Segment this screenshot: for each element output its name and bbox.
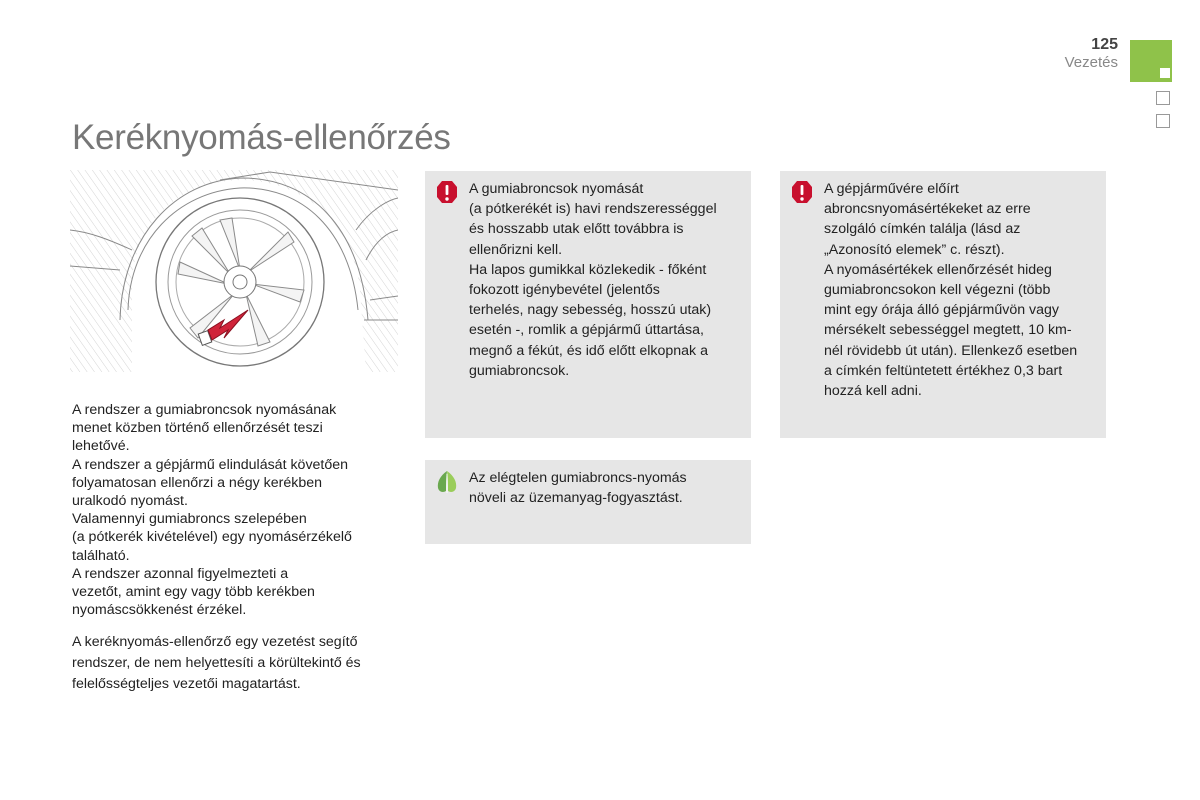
warning-text — [824, 179, 1077, 401]
chapter-tab-box — [1156, 114, 1170, 128]
eco-text — [469, 468, 687, 508]
warning-line: nél rövidebb út után). Ellenkező esetben — [824, 342, 1078, 359]
intro-line: A rendszer azonnal figyelmezteti a — [72, 565, 289, 582]
warning-line: és hosszabb utak előtt továbbra is — [469, 221, 684, 238]
warning-line: (a pótkerékét is) havi rendszerességgel — [469, 201, 717, 218]
warning-line: a címkén feltüntetett értékhez 0,3 bart — [824, 362, 1063, 379]
warning-box-pressure-values — [780, 171, 1106, 438]
warning-line: A nyomásértékek ellenőrzését hideg — [824, 261, 1052, 278]
intro-line: vezetőt, amint egy vagy több kerékben — [72, 584, 315, 601]
intro-line: nyomáscsökkenést érzékel. — [72, 602, 247, 619]
intro-line: uralkodó nyomást. — [72, 493, 188, 510]
warning-line: szolgáló címkén találja (lásd az — [824, 221, 1021, 238]
warning-line: mint egy órája álló gépjárművön vagy — [824, 302, 1060, 319]
warning-line: gumiabroncsok. — [469, 362, 570, 379]
eco-line: Az elégtelen gumiabroncs-nyomás — [469, 470, 687, 486]
intro-line: Valamennyi gumiabroncs szelepében — [72, 511, 307, 528]
warning-text — [469, 179, 717, 381]
warning-line: ellenőrizni kell. — [469, 241, 563, 258]
warning-line: hozzá kell adni. — [824, 383, 922, 400]
warning-line: mérsékelt sebességgel megtett, 10 km- — [824, 322, 1072, 339]
warning-line: megnő a fékút, és idő előtt elkopnak a — [469, 342, 708, 359]
warning-line: fokozott igénybevétel (jelentős — [469, 282, 660, 299]
intro-line: A rendszer a gumiabroncsok nyomásának — [72, 402, 337, 418]
wheel-drawing — [70, 170, 398, 372]
intro-line: menet közben történő ellenőrzését teszi — [72, 420, 323, 437]
warning-line: terhelés, nagy sebesség, hosszú utak) — [469, 302, 712, 319]
warning-line: „Azonosító elemek” c. részt). — [824, 241, 1005, 258]
warning-line: abroncsnyomásértékeket az erre — [824, 201, 1031, 218]
warning-line: gumiabroncsokon kell végezni (több — [824, 282, 1051, 299]
note-line: A keréknyomás-ellenőrző egy vezetést segítő — [72, 634, 358, 650]
eco-leaf-icon — [436, 470, 458, 494]
eco-line: növeli az üzemanyag-fogyasztást. — [469, 490, 683, 507]
intro-line: (a pótkerék kivételével) egy nyomásérzékelő — [72, 529, 352, 546]
warning-line: Ha lapos gumikkal közlekedik - főként — [469, 261, 707, 278]
warning-icon — [791, 180, 813, 204]
intro-paragraph — [72, 401, 392, 619]
warning-line: A gumiabroncsok nyomását — [469, 181, 644, 197]
tire-valve-illustration — [70, 170, 398, 372]
warning-icon — [436, 180, 458, 204]
section-name: Vezetés — [1064, 54, 1118, 71]
intro-line: lehetővé. — [72, 438, 130, 455]
note-line: felelősségteljes vezetői magatartást. — [72, 676, 301, 692]
intro-line: folyamatosan ellenőrzi a négy kerékben — [72, 474, 323, 491]
chapter-tab-box — [1156, 91, 1170, 105]
warning-box-tire-pressure-check — [425, 171, 751, 438]
eco-tip-box — [425, 460, 751, 544]
intro-line: található. — [72, 547, 130, 564]
warning-line: esetén -, romlik a gépjármű úttartása, — [469, 322, 704, 339]
page-title: Keréknyomás-ellenőrzés — [72, 118, 451, 157]
note-paragraph — [72, 632, 392, 695]
warning-line: A gépjárművére előírt — [824, 181, 959, 197]
note-line: rendszer, de nem helyettesíti a körültekintő és — [72, 655, 361, 671]
chapter-tab-active — [1130, 40, 1172, 82]
intro-line: A rendszer a gépjármű elindulását követően — [72, 456, 349, 473]
page-number: 125 — [1091, 36, 1118, 53]
